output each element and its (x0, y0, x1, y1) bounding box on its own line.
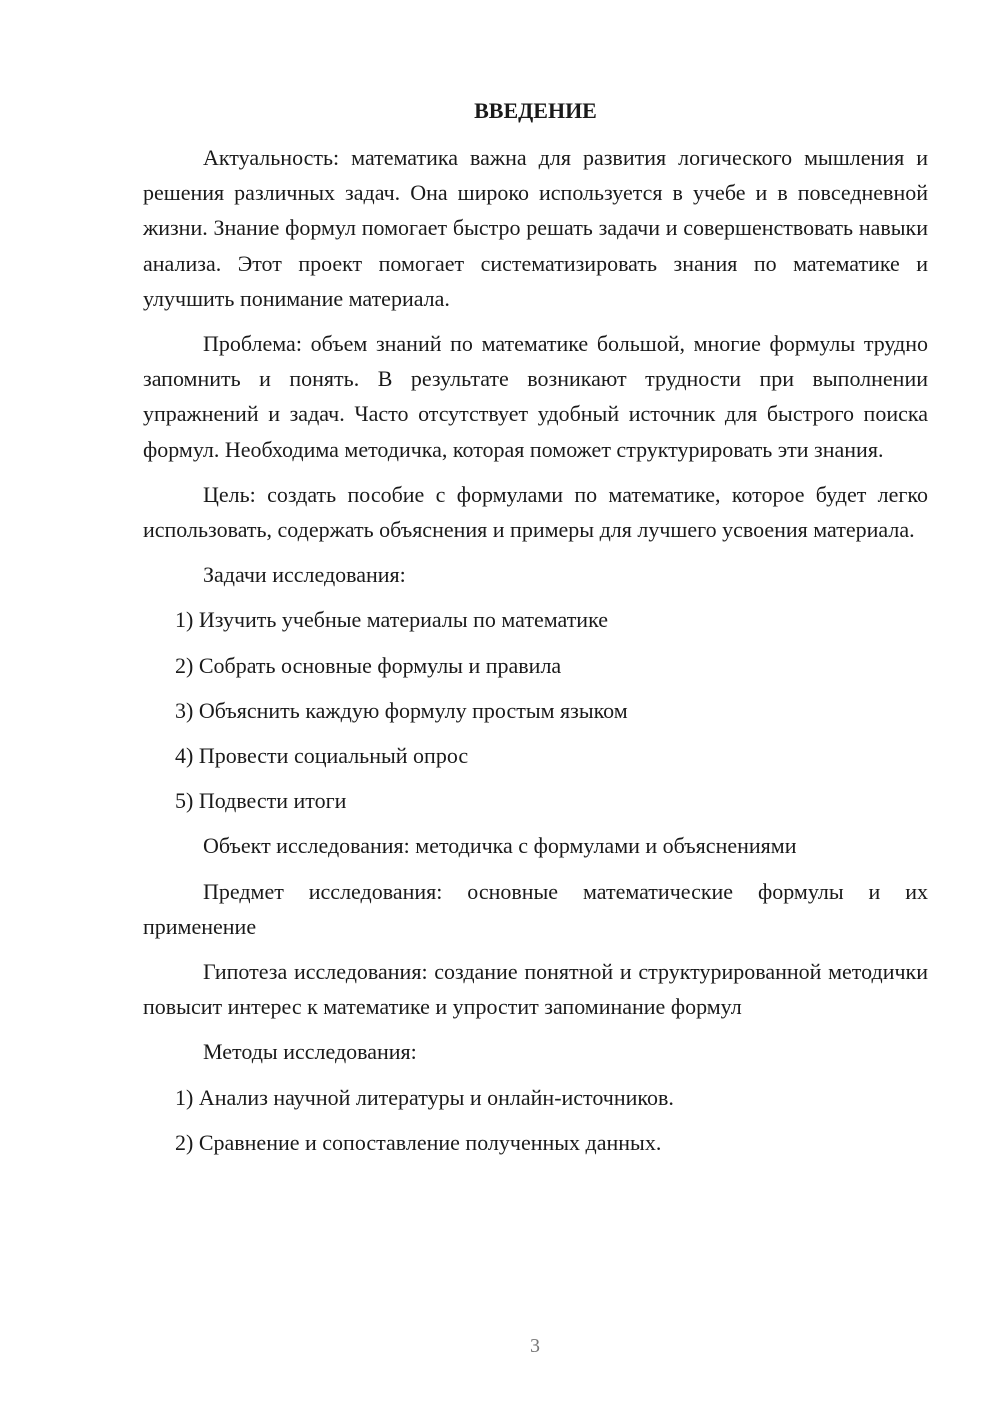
subject-paragraph: Предмет исследования: основные математические формулы и их применение (143, 878, 928, 939)
task-item: 1) Изучить учебные материалы по математике (175, 607, 608, 633)
page-content (143, 93, 928, 1170)
task-item: 2) Собрать основные формулы и правила (175, 652, 562, 678)
task-item: 3) Объяснить каждую формулу простым языком (175, 697, 628, 723)
tasks-heading: Задачи исследования: (203, 562, 406, 588)
hypothesis-paragraph: Гипотеза исследования: создание понятной и структурированной методички повысит интерес к математике и упростит запоминание формул (143, 959, 928, 1020)
page-number: 3 (530, 1335, 540, 1357)
methods-heading: Методы исследования: (203, 1039, 417, 1065)
method-item: 2) Сравнение и сопоставление полученных данных. (175, 1129, 662, 1155)
relevance-paragraph: Актуальность: математика важна для развития логического мышления и решения различных задач. Она широко используется в учебе и в повседневной жизни. Знание формул помогает быстро решать задачи и совершенствовать навыки анализа. Этот проект помогает систематизировать знания по математике и улучшить понимание материала. (143, 145, 928, 311)
tasks-list (143, 602, 928, 818)
task-item: 5) Подвести итоги (175, 788, 347, 814)
problem-paragraph: Проблема: объем знаний по математике большой, многие формулы трудно запомнить и понять. В результате возникают трудности при выполнении упражнений и задач. Часто отсутствует удобный источник для быстрого поиска формул. Необходима методичка, которая поможет структурировать эти знания. (143, 331, 928, 462)
methods-list (143, 1080, 928, 1160)
object-paragraph: Объект исследования: методичка с формулами и объяснениями (203, 833, 797, 859)
task-item: 4) Провести социальный опрос (175, 743, 469, 769)
goal-paragraph: Цель: создать пособие с формулами по математике, которое будет легко использовать, содержать объяснения и примеры для лучшего усвоения материала. (143, 481, 928, 543)
page-number-footer (0, 1333, 1000, 1359)
section-title: ВВЕДЕНИЕ (474, 98, 597, 123)
method-item: 1) Анализ научной литературы и онлайн-источников. (175, 1084, 674, 1110)
